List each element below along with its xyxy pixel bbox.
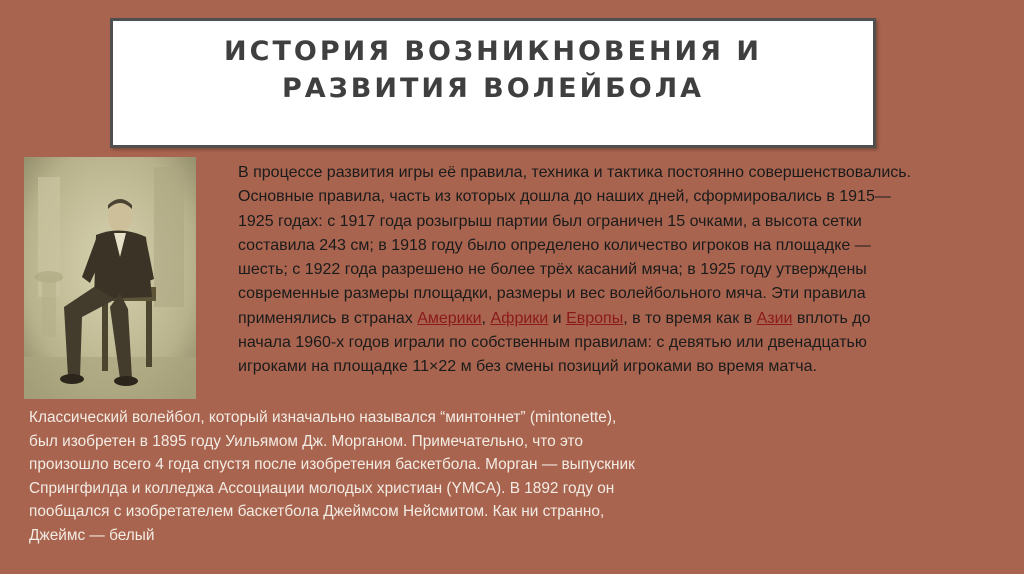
main-text-segment: , в то время как в — [623, 309, 757, 327]
slide-title-line-2: РАЗВИТИЯ ВОЛЕЙБОЛА — [281, 73, 705, 104]
main-text-line-with-links — [238, 307, 1008, 331]
main-text-separator: , — [481, 309, 491, 327]
main-text-separator: и — [548, 309, 567, 327]
main-text-line: В процессе развития игры её правила, техника и тактика постоянно совершенствовались. — [238, 164, 912, 181]
main-text-line: шесть; с 1922 года разрешено не более трёх касаний мяча; в 1925 году утверждены — [238, 261, 867, 279]
main-text-line: игроками на площадке 11×22 м без смены позиций игроками во время матча. — [238, 358, 817, 376]
title-box — [110, 18, 876, 148]
main-text-line: начала 1960-х годов играли по собственным правилам: с девятью или двенадцатью — [238, 334, 867, 352]
main-text-line: современные размеры площадки, размеры и вес волейбольного мяча. Эти правила — [238, 285, 866, 303]
main-text-segment: применялись в странах — [238, 309, 418, 327]
main-text-segment: вплоть до — [792, 309, 871, 327]
link-europe[interactable]: Европы — [566, 309, 624, 327]
bottom-paragraph — [29, 406, 689, 547]
bottom-text-line: произошло всего 4 года спустя после изобретения баскетбола. Морган — выпускник — [29, 456, 635, 473]
portrait-photo — [24, 157, 196, 399]
bottom-text-line: Классический волейбол, который изначально назывался “минтоннет” (mintonette), — [29, 409, 617, 426]
bottom-text-line: был изобретен в 1895 году Уильямом Дж. Морганом. Примечательно, что это — [29, 432, 583, 450]
main-text-line: Основные правила, часть из которых дошла до наших дней, сформировались в 1915— — [238, 188, 891, 206]
bottom-text-line: Спрингфилда и колледжа Ассоциации молодых христиан (YMCA). В 1892 году он — [29, 479, 615, 497]
link-america[interactable]: Америки — [417, 309, 482, 327]
main-text-line: 1925 годах: с 1917 года розыгрыш партии был ограничен 15 очками, а высота сетки — [238, 212, 862, 230]
link-asia[interactable]: Азии — [756, 309, 793, 327]
slide-title-line-1: ИСТОРИЯ ВОЗНИКНОВЕНИЯ И — [224, 36, 762, 67]
slide-title — [113, 33, 873, 107]
bottom-text-line: Джеймс — белый — [29, 526, 155, 544]
main-text-line: составила 243 см; в 1918 году было определено количество игроков на площадке — — [238, 236, 871, 254]
bottom-text-line: пообщался с изобретателем баскетбола Джеймсом Нейсмитом. Как ни странно, — [29, 503, 605, 520]
link-africa[interactable]: Африки — [490, 309, 549, 327]
main-paragraph — [238, 161, 1008, 380]
